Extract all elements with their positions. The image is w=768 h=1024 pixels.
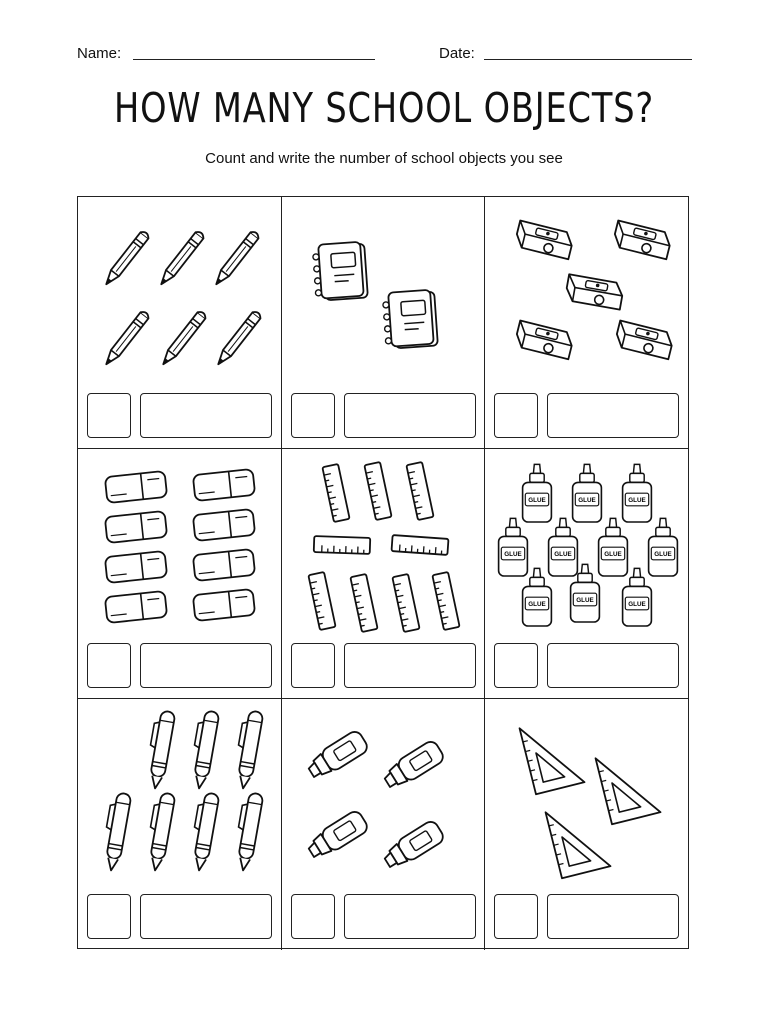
cell-pencils (78, 197, 282, 449)
glue-bottle-icon (523, 568, 552, 626)
glue-bottle-icon (649, 518, 678, 576)
pencil-icon (102, 310, 150, 367)
glue-bottle-icon (623, 568, 652, 626)
name-label: Name: (77, 45, 122, 62)
pen-icon (143, 791, 175, 871)
cell-glue (485, 449, 689, 699)
highlighter-icon (381, 819, 446, 872)
name-field[interactable] (133, 59, 375, 60)
count-box-large[interactable] (344, 393, 476, 438)
count-box-small[interactable] (87, 393, 131, 438)
ruler-icon (364, 462, 391, 520)
ruler-icon (308, 572, 335, 630)
svg-text:GLUE: GLUE (604, 551, 622, 559)
cell-set-squares (485, 699, 689, 950)
page-subtitle: Count and write the number of school objects you see (205, 150, 563, 167)
set-square-icon (520, 716, 585, 794)
cell-rulers (282, 449, 485, 699)
cell-notebooks (282, 197, 485, 449)
sharpener-icon (614, 321, 675, 360)
pen-icon (99, 791, 131, 871)
pen-icon (187, 791, 219, 871)
svg-text:GLUE: GLUE (628, 497, 646, 505)
svg-text:GLUE: GLUE (628, 601, 646, 609)
eraser-icon (105, 551, 167, 583)
pen-icon (143, 709, 175, 789)
glue-bottle-icon (523, 464, 552, 522)
svg-text:GLUE: GLUE (504, 551, 522, 559)
notebook-icon (382, 290, 438, 349)
ruler-icon (432, 572, 459, 630)
counting-grid (77, 196, 689, 949)
cell-erasers (78, 449, 282, 699)
count-box-large[interactable] (547, 393, 679, 438)
pen-icon (231, 791, 263, 871)
glue-bottle-icon (573, 464, 602, 522)
highlighter-icon (305, 729, 370, 782)
page-title: HOW MANY SCHOOL OBJECTS? (113, 84, 655, 132)
highlighter-icon (381, 739, 446, 792)
pencil-icon (102, 230, 150, 287)
count-box-small[interactable] (494, 643, 538, 688)
eraser-icon (105, 511, 167, 543)
glue-bottle-icon (599, 518, 628, 576)
count-box-large[interactable] (140, 393, 272, 438)
count-box-small[interactable] (494, 393, 538, 438)
glue-bottle-icon (549, 518, 578, 576)
count-box-small[interactable] (87, 643, 131, 688)
notebook-icon (312, 242, 368, 301)
count-box-small[interactable] (291, 894, 335, 939)
set-square-icon (546, 800, 611, 878)
date-field[interactable] (484, 59, 692, 60)
ruler-icon (322, 464, 349, 522)
cell-highlighters (282, 699, 485, 950)
count-box-large[interactable] (547, 894, 679, 939)
date-label: Date: (439, 45, 475, 62)
svg-text:GLUE: GLUE (578, 497, 596, 505)
count-box-small[interactable] (291, 643, 335, 688)
eraser-icon (105, 591, 167, 623)
cell-sharpeners (485, 197, 689, 449)
count-box-small[interactable] (494, 894, 538, 939)
pen-icon (187, 709, 219, 789)
cell-pens (78, 699, 282, 950)
ruler-icon (406, 462, 433, 520)
count-box-large[interactable] (140, 643, 272, 688)
svg-text:GLUE: GLUE (554, 551, 572, 559)
pen-icon (231, 709, 263, 789)
count-box-large[interactable] (344, 894, 476, 939)
svg-text:GLUE: GLUE (576, 597, 594, 605)
glue-bottle-icon (623, 464, 652, 522)
ruler-icon (350, 574, 377, 632)
count-box-small[interactable] (87, 894, 131, 939)
glue-bottle-icon (499, 518, 528, 576)
ruler-icon (314, 536, 371, 554)
ruler-icon (392, 535, 449, 555)
svg-text:GLUE: GLUE (654, 551, 672, 559)
svg-text:GLUE: GLUE (528, 497, 546, 505)
sharpener-icon (514, 221, 575, 260)
eraser-icon (193, 469, 255, 501)
sharpener-icon (612, 221, 673, 260)
eraser-icon (193, 589, 255, 621)
count-box-large[interactable] (344, 643, 476, 688)
count-box-small[interactable] (291, 393, 335, 438)
svg-text:GLUE: GLUE (528, 601, 546, 609)
eraser-icon (193, 509, 255, 541)
eraser-icon (193, 549, 255, 581)
pencil-icon (159, 310, 207, 367)
eraser-icon (105, 471, 167, 503)
pencil-icon (212, 230, 260, 287)
sharpener-icon (514, 321, 575, 360)
sharpener-icon (565, 274, 625, 309)
count-box-large[interactable] (547, 643, 679, 688)
set-square-icon (596, 746, 661, 824)
pencil-icon (214, 310, 262, 367)
pencil-icon (157, 230, 205, 287)
count-box-large[interactable] (140, 894, 272, 939)
ruler-icon (392, 574, 419, 632)
highlighter-icon (305, 809, 370, 862)
